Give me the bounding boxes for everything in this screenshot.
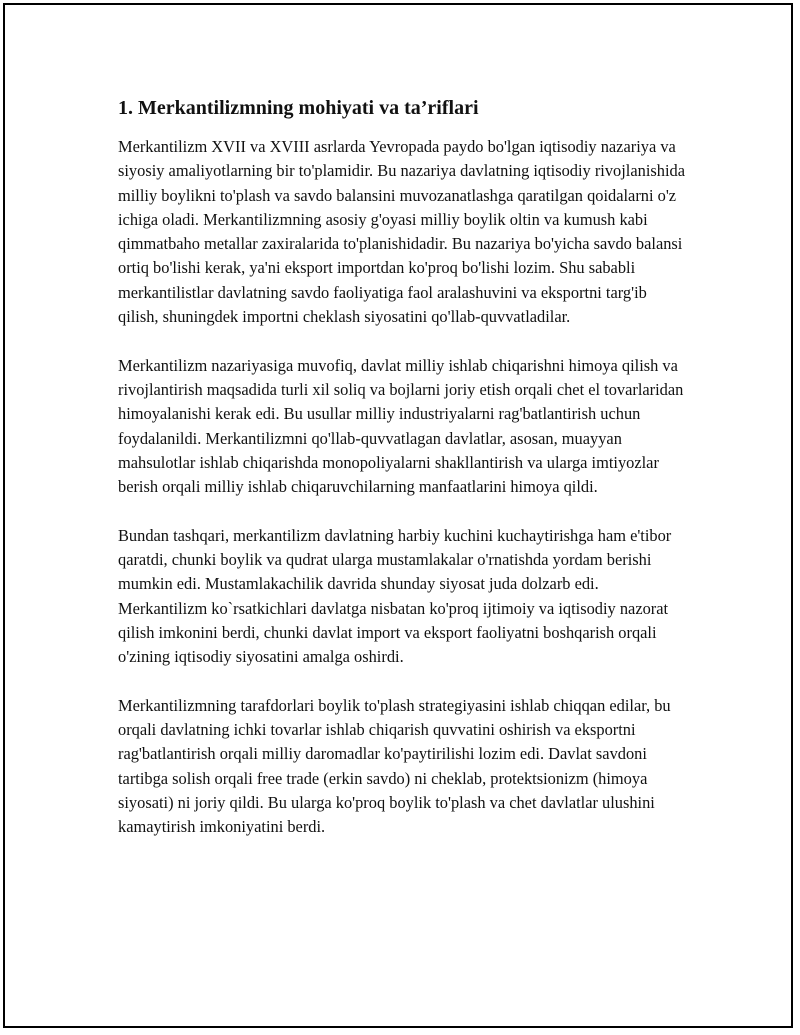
paragraph-2: Merkantilizm nazariyasiga muvofiq, davlat milliy ishlab chiqarishni himoya qilish va rivojlantirish maqsadida turli xil soliq va bojlarni joriy etish orqali chet el tovarlaridan himoyalanishi kerak edi. Bu usullar milliy industriyalarni rag'batlantirish uchun foydalanildi. Merkantilizmni qo'llab-quvvatlagan davlatlar, asosan, muayyan mahsulotlar ishlab chiqarishda monopoliyalarni shakllantirish va ularga imtiyozlar berish orqali milliy ishlab chiqaruvchilarning manfaatlarini himoya qildi. <box>118 355 684 497</box>
paragraph-3: Bundan tashqari, merkantilizm davlatning harbiy kuchini kuchaytirishga ham e'tibor qaratdi, chunki boylik va qudrat ularga mustamlakalar o'rnatishda yordam berishi mumkin edi. Mustamlakachilik davrida shunday siyosat juda dolzarb edi. Merkantilizm ko`rsatkichlari davlatga nisbatan ko'proq ijtimoiy va iqtisodiy nazorat qilish imkonini berdi, chunki davlat import va eksport faoliyatni boshqarish orqali o'zining iqtisodiy siyosatini amalga oshirdi. <box>118 525 672 667</box>
section-heading: 1. Merkantilizmning mohiyati va ta’riflari <box>118 97 479 119</box>
document-body <box>118 95 688 864</box>
paragraph-4: Merkantilizmning tarafdorlari boylik to'plash strategiyasini ishlab chiqqan edilar, bu orqali davlatning ichki tovarlar ishlab chiqarish quvvatini oshirish va eksportni rag'batlantirish orqali milliy daromadlar ko'paytirilishi lozim edi. Davlat savdoni tartibga solish orqali free trade (erkin savdo) ni cheklab, protektsionizm (himoya siyosati) ni joriy qildi. Bu ularga ko'proq boylik to'plash va chet davlatlar ulushini kamaytirish imkoniyatini berdi. <box>118 695 671 837</box>
paragraph-1: Merkantilizm XVII va XVIII asrlarda Yevropada paydo bo'lgan iqtisodiy nazariya va siyosiy amaliyotlarning bir to'plamidir. Bu nazariya davlatning iqtisodiy rivojlanishida milliy boylikni to'plash va savdo balansini muvozanatlashga qaratilgan qoidalarni o'z ichiga oladi. Merkantilizmning asosiy g'oyasi milliy boylik oltin va kumush kabi qimmatbaho metallar zaxiralarida to'planishidadir. Bu nazariya bo'yicha savdo balansi ortiq bo'lishi kerak, ya'ni eksport importdan ko'proq bo'lishi lozim. Shu sababli merkantilistlar davlatning savdo faoliyatiga faol aralashuvini va eksportni targ'ib qilish, shuningdek importni cheklash siyosatini qo'llab-quvvatladilar. <box>118 137 685 327</box>
